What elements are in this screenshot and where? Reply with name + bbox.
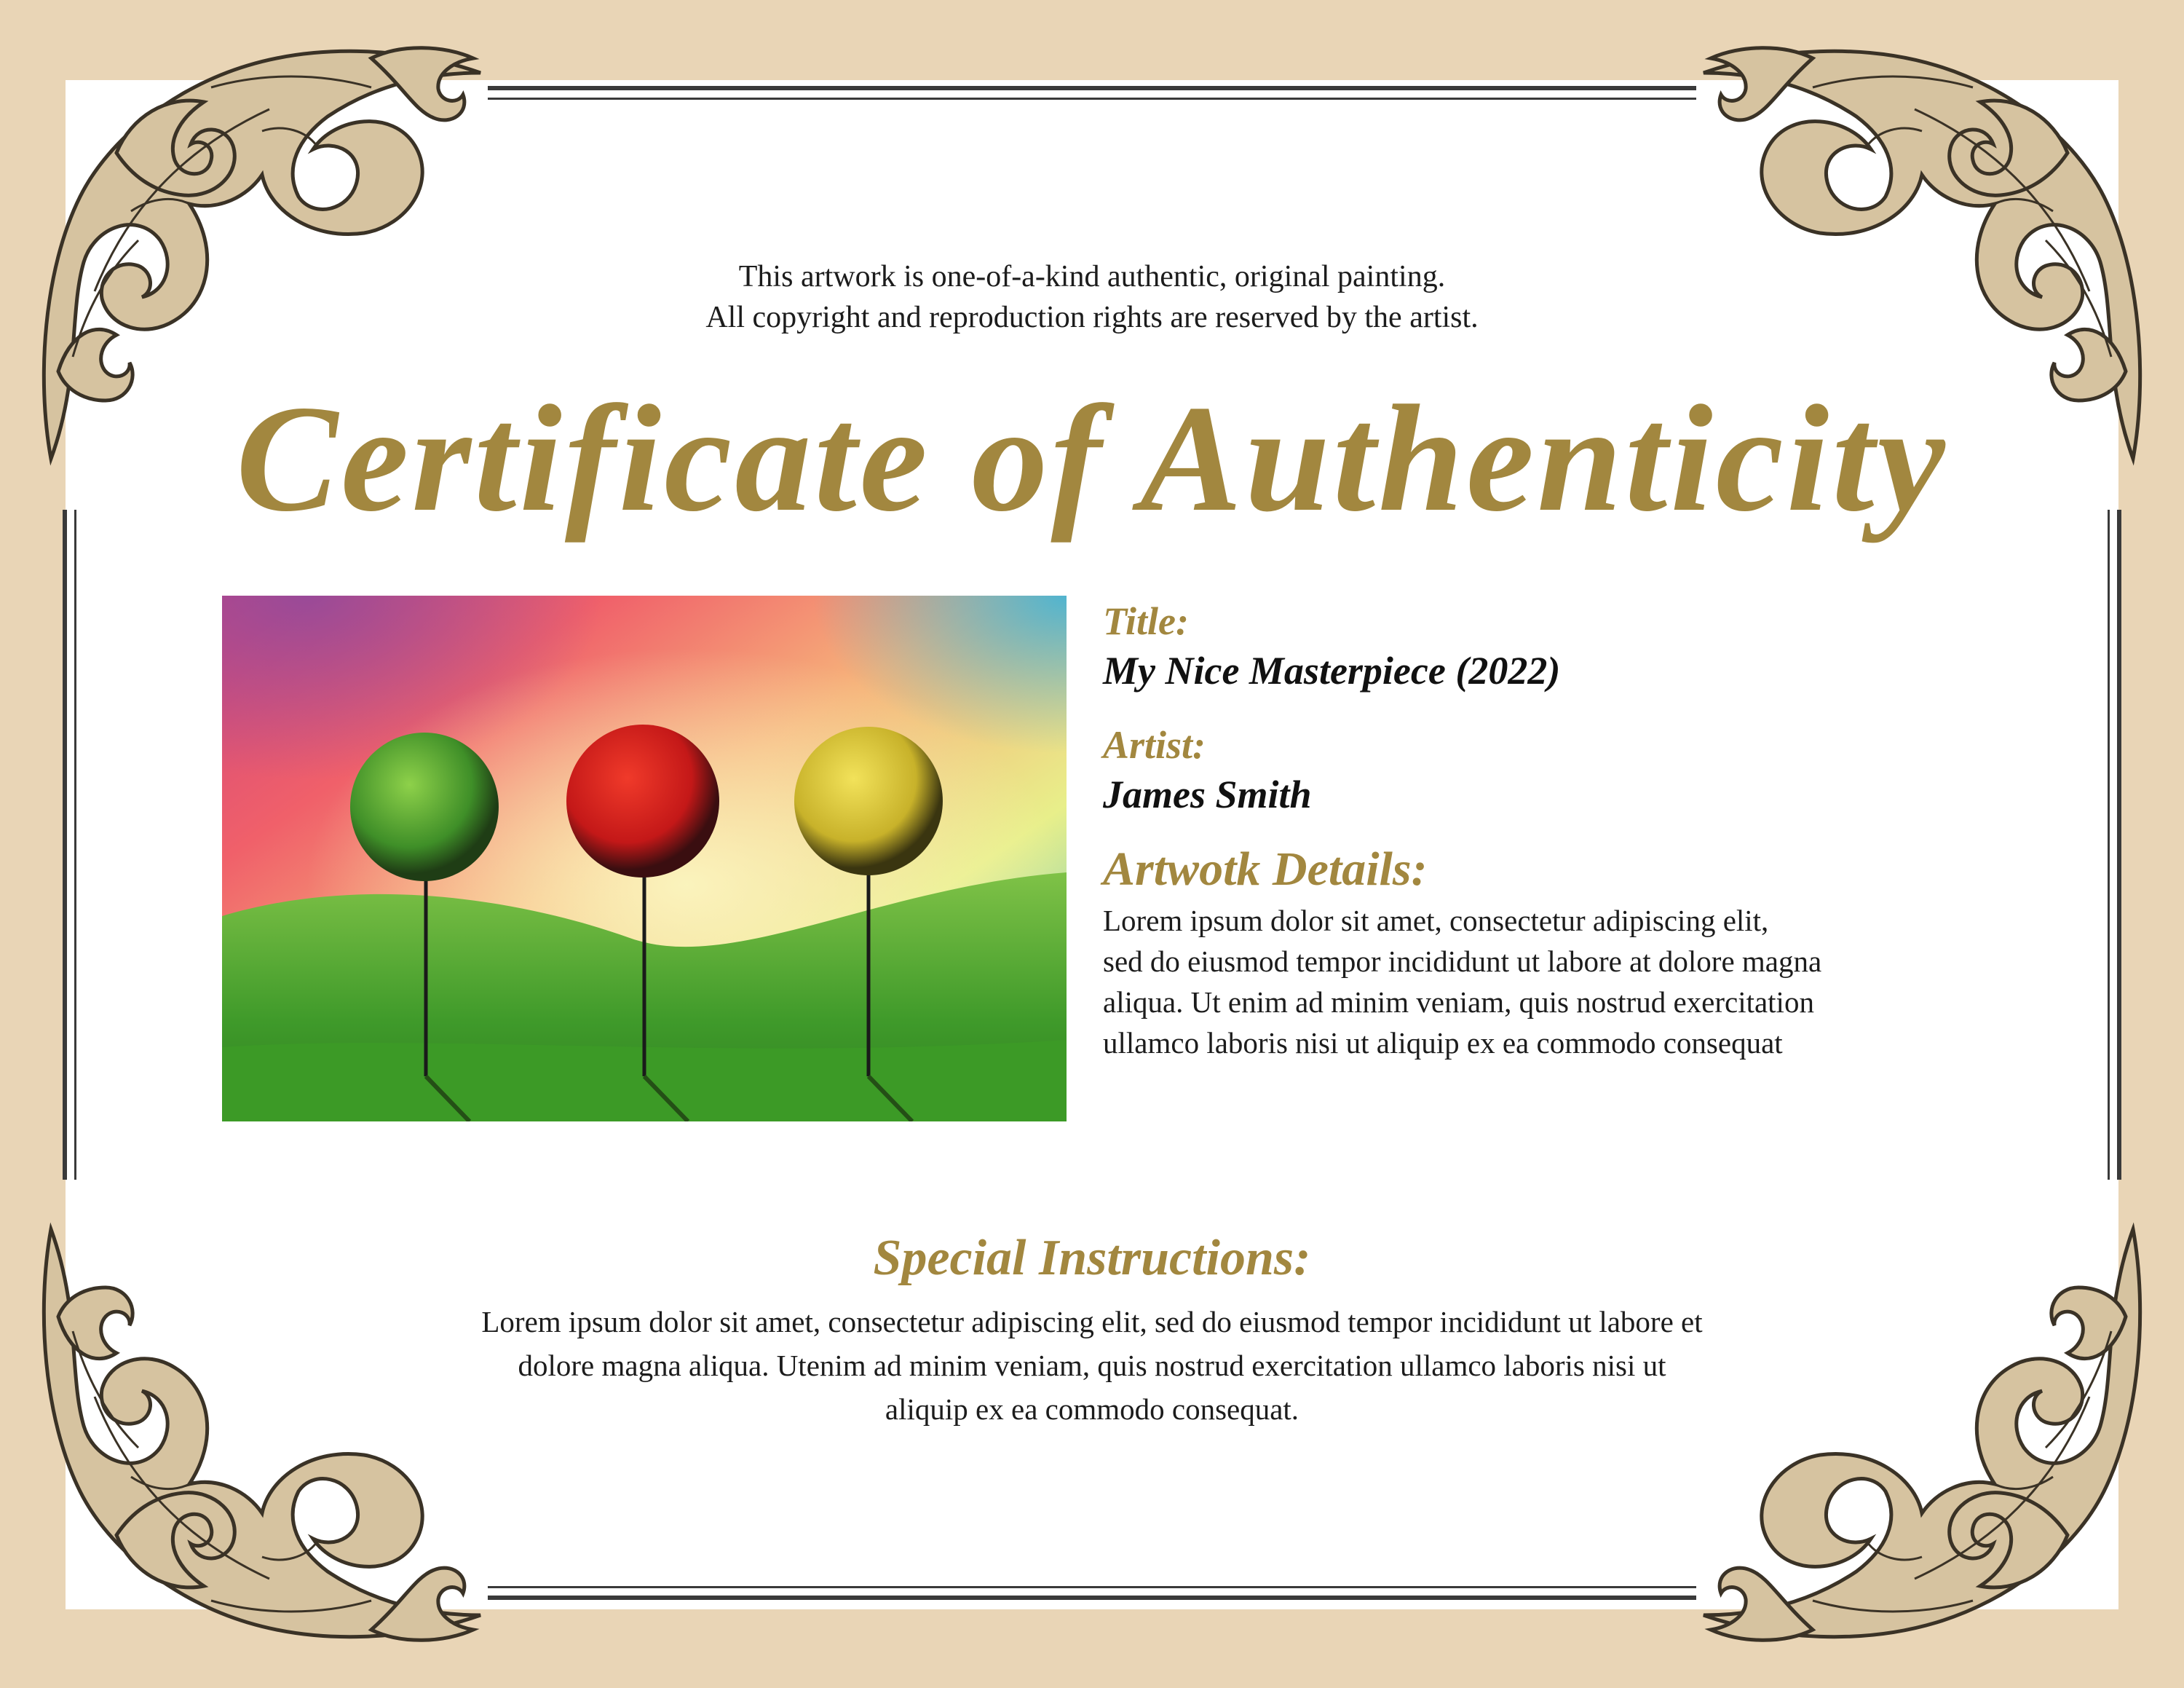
details-line: aliqua. Ut enim ad minim veniam, quis nostrud exercitation (1103, 985, 1814, 1019)
frame-bottom-inner (488, 1586, 1696, 1588)
frame-left-outer (63, 510, 67, 1180)
artwork-image (222, 596, 1067, 1121)
title-value: My Nice Masterpiece (2022) (1103, 649, 1561, 693)
frame-bottom-outer (488, 1596, 1696, 1600)
special-line: Lorem ipsum dolor sit amet, consectetur adipiscing elit, sed do eiusmod tempor incididunt ut labore et (481, 1305, 1703, 1338)
frame-right-outer (2117, 510, 2121, 1180)
details-label: Artwotk Details: (1103, 843, 1428, 896)
details-line: ullamco laboris nisi ut aliquip ex ea commodo consequat (1103, 1026, 1783, 1060)
details-line: Lorem ipsum dolor sit amet, consectetur adipiscing elit, (1103, 904, 1769, 937)
artwork-details-panel (1103, 597, 2049, 1063)
intro-line-2: All copyright and reproduction rights are reserved by the artist. (705, 301, 1479, 334)
intro-text (0, 256, 2184, 338)
special-instructions-text (0, 1300, 2184, 1431)
frame-top-inner (488, 98, 1696, 100)
frame-right-inner (2108, 510, 2110, 1180)
frame-top-outer (488, 86, 1696, 90)
special-line: aliquip ex ea commodo consequat. (885, 1392, 1299, 1426)
title-label: Title: (1103, 599, 1189, 643)
special-instructions-label: Special Instructions: (873, 1230, 1311, 1286)
details-line: sed do eiusmod tempor incididunt ut labore at dolore magna (1103, 944, 1822, 978)
artist-value: James Smith (1103, 773, 1312, 816)
intro-line-1: This artwork is one-of-a-kind authentic, original painting. (738, 260, 1446, 293)
details-text (1103, 900, 2049, 1063)
frame-left-inner (74, 510, 76, 1180)
certificate-title: Certificate of Authenticity (236, 374, 1948, 543)
artist-label: Artist: (1103, 723, 1206, 767)
special-line: dolore magna aliqua. Utenim ad minim veniam, quis nostrud exercitation ullamco laboris nisi ut (518, 1349, 1666, 1382)
